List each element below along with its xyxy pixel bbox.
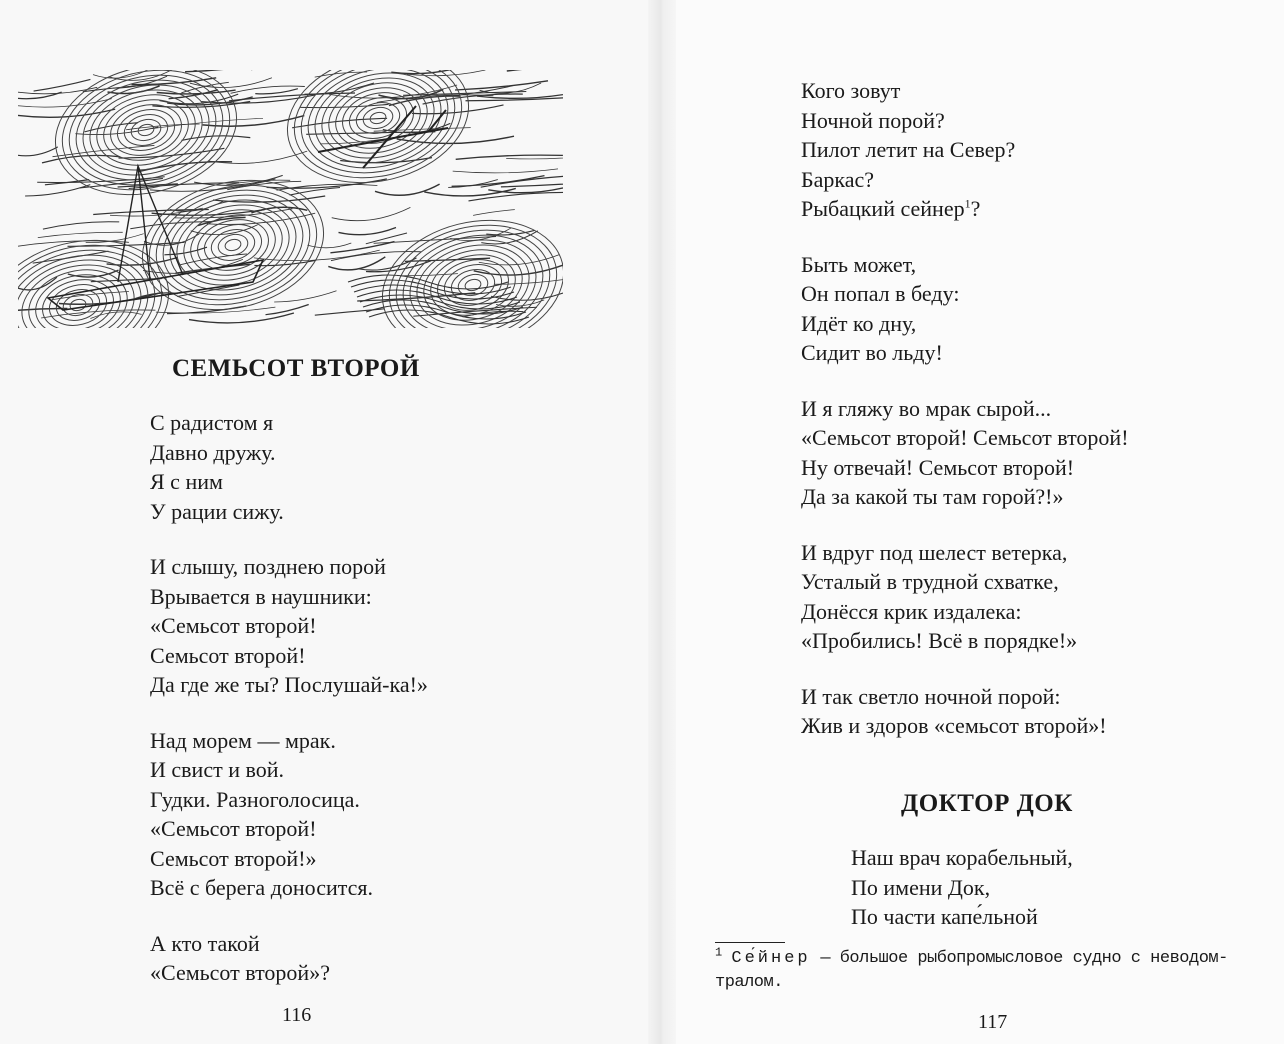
wind-stroke xyxy=(266,305,309,315)
poem-line: А кто такой xyxy=(150,930,260,956)
footnote-term: Се́йнер xyxy=(731,949,811,968)
poem-line: И свист и вой. xyxy=(150,757,284,782)
wind-stroke xyxy=(469,192,564,200)
stanza xyxy=(150,726,428,903)
poem-line: «Семьсот второй! xyxy=(150,613,317,638)
stanza xyxy=(801,250,1129,368)
wind-stroke xyxy=(501,180,563,187)
wind-stroke xyxy=(274,291,336,302)
poem-line: Сидит во льду! xyxy=(801,340,943,365)
wind-stroke xyxy=(507,70,563,71)
stanza xyxy=(801,394,1129,512)
poem-line: И так светло ночной порой: xyxy=(801,683,1061,709)
wind-stroke xyxy=(307,243,351,248)
footnote-text: — большое рыбопромысловое судно с неводом-тралом. xyxy=(715,949,1228,992)
poem-line-text: Рыбацкий сейнер xyxy=(801,196,965,221)
book-gutter xyxy=(648,0,676,1044)
stormy-sea-illustration xyxy=(18,70,563,328)
poem-line: Баркас? xyxy=(801,166,875,192)
wind-stroke xyxy=(164,247,207,255)
poem-title-doktor-dok: ДОКТОР ДОК xyxy=(901,790,1073,817)
stanza xyxy=(801,538,1129,656)
poem-line: «Пробились! Всё в порядке!» xyxy=(801,628,1078,653)
wind-stroke xyxy=(18,99,112,108)
wind-stroke xyxy=(339,228,397,235)
wind-stroke xyxy=(43,222,119,229)
radio-wave-ring xyxy=(69,298,87,312)
stanza xyxy=(150,552,428,700)
poem-line: Он попал в беду: xyxy=(801,281,960,306)
poem-line: Наш врач корабельный, xyxy=(851,845,1073,870)
wind-stroke xyxy=(424,188,516,196)
footnote xyxy=(715,947,1275,995)
poem-line: Гудки. Разноголосица. xyxy=(150,786,360,812)
stanza xyxy=(150,408,428,526)
poem-line: Усталый в трудной схватке, xyxy=(801,569,1059,594)
wind-stroke xyxy=(473,210,515,216)
wind-stroke xyxy=(357,293,475,301)
poem-line xyxy=(801,194,1129,224)
poem-line: И вдруг под шелест ветерка, xyxy=(801,539,1068,565)
wind-stroke xyxy=(332,207,411,220)
page-number-right: 117 xyxy=(978,1011,1008,1033)
wind-stroke xyxy=(328,257,385,270)
wind-stroke xyxy=(331,252,421,261)
poem-line: Я с ним xyxy=(150,469,223,494)
wind-stroke xyxy=(152,118,263,128)
stanza xyxy=(801,682,1129,741)
wind-stroke xyxy=(255,89,298,94)
wind-stroke xyxy=(25,185,90,196)
radio-wave-ring xyxy=(65,70,226,194)
poem-line: Семьсот второй!» xyxy=(150,845,317,871)
stanza xyxy=(851,843,1073,932)
wind-stroke xyxy=(412,105,504,114)
stanza xyxy=(801,76,1129,224)
poem-line: Быть может, xyxy=(801,251,917,277)
footnote-mark: 1 xyxy=(715,945,722,960)
wind-stroke xyxy=(397,274,458,276)
footnote-rule xyxy=(715,942,785,943)
wind-stroke xyxy=(38,232,123,237)
poem-title-semsot-vtoroy: СЕМЬСОТ ВТОРОЙ xyxy=(172,355,420,382)
poem-line: Над морем — мрак. xyxy=(150,727,336,753)
poem-line: «Семьсот второй! xyxy=(150,816,317,841)
radio-wave-ring xyxy=(274,70,483,201)
right-stanza-group xyxy=(801,250,1129,741)
wind-stroke xyxy=(34,79,91,91)
wind-stroke xyxy=(453,169,558,173)
radio-wave-ring xyxy=(224,238,242,252)
poem-body-continued xyxy=(801,76,1129,767)
poem-line: Ночной порой? xyxy=(801,107,945,133)
footnote-mark: 1 xyxy=(964,196,971,211)
stanza xyxy=(150,929,428,988)
poem-line: Кого зовут xyxy=(801,78,901,103)
page-number-left: 116 xyxy=(282,1004,312,1026)
poem-line: Давно дружу. xyxy=(150,439,276,465)
poem-line: Семьсот второй! xyxy=(150,642,306,668)
wind-stroke xyxy=(189,313,294,323)
poem-line: Ну отвечай! Семьсот второй! xyxy=(801,454,1075,480)
poem-line: По части капе́льной xyxy=(851,904,1038,929)
poem-line-punct: ? xyxy=(970,196,981,221)
wind-stroke xyxy=(330,242,394,253)
radio-wave-ring xyxy=(464,278,482,292)
poem-line: И я гляжу во мрак сырой... xyxy=(801,395,1052,421)
wind-stroke xyxy=(18,147,58,156)
poem-line: «Семьсот второй»? xyxy=(150,960,330,985)
poem-line: Всё с берега доносится. xyxy=(150,875,374,900)
poem-body-semsot-vtoroy xyxy=(150,408,428,1014)
poem-line: «Семьсот второй! Семьсот второй! xyxy=(801,425,1129,450)
poem-line: Жив и здоров «семьсот второй»! xyxy=(801,713,1107,738)
poem-line: Пилот летит на Север? xyxy=(801,137,1016,162)
poem-line: И слышу, позднею порой xyxy=(150,554,386,579)
poem-line: Донёсся крик издалека: xyxy=(801,598,1022,624)
poem-line: Да где же ты? Послушай-ка!» xyxy=(150,672,428,697)
poem-line: У рации сижу. xyxy=(150,498,284,524)
poem-line: По имени Док, xyxy=(851,874,991,900)
poem-body-doktor-dok xyxy=(851,843,1073,958)
poem-line: Да за какой ты там горой?!» xyxy=(801,484,1064,509)
radio-wave-ring xyxy=(168,194,297,297)
poem-line: Врывается в наушники: xyxy=(150,583,372,609)
poem-line: Идёт ко дну, xyxy=(801,310,917,336)
radio-wave-ring xyxy=(361,104,395,131)
poem-line: С радистом я xyxy=(150,410,274,435)
